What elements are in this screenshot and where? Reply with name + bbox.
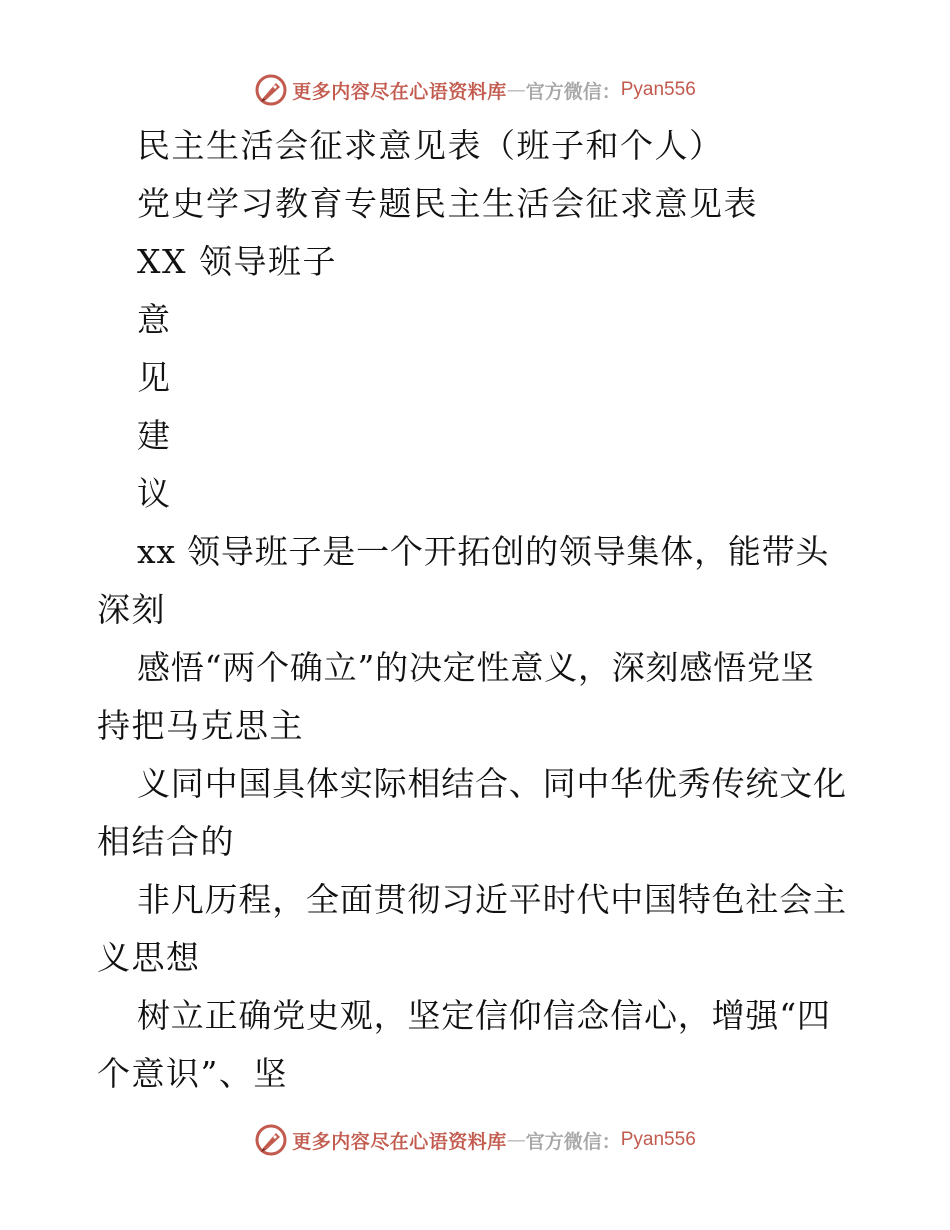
- doc-title-line: 民主生活会征求意见表（班子和个人）: [137, 126, 724, 165]
- doc-text-line: 相结合的: [97, 822, 235, 861]
- banner-wechat-id: Pyan556: [620, 79, 696, 100]
- pen-nib-logo-icon: [254, 73, 288, 107]
- document-body: [97, 117, 857, 1103]
- doc-text-line: 树立正确党史观，坚定信仰信念信心，增强“四: [137, 996, 831, 1035]
- banner-official-label: 官方微信：: [525, 1130, 621, 1153]
- doc-text-line: 深刻: [97, 590, 166, 629]
- banner-content: [254, 1123, 696, 1157]
- footer-watermark-banner: [0, 1120, 950, 1160]
- doc-text-line: 义思想: [97, 938, 201, 977]
- banner-brand-text: 更多内容尽在心语资料库: [292, 80, 507, 103]
- banner-official-label: 官方微信：: [525, 80, 621, 103]
- doc-text-line: 个意识”、坚: [97, 1054, 288, 1093]
- doc-text-line: 见: [137, 358, 172, 397]
- doc-text-line: xx 领导班子是一个开拓创的领导集体，能带头: [137, 532, 830, 571]
- pen-nib-logo-icon: [254, 1123, 288, 1157]
- banner-separator: —: [506, 79, 526, 101]
- doc-text-line: 意: [137, 300, 172, 339]
- banner-separator: —: [506, 1129, 526, 1151]
- doc-text-line: XX 领导班子: [137, 242, 337, 281]
- banner-wechat-id: Pyan556: [620, 1129, 696, 1150]
- doc-text-line: 义同中国具体实际相结合、同中华优秀传统文化: [137, 764, 847, 803]
- banner-content: [254, 73, 696, 107]
- doc-text-line: 感悟“两个确立”的决定性意义，深刻感悟党坚: [137, 648, 815, 687]
- doc-text-line: 议: [137, 474, 172, 513]
- header-watermark-banner: [0, 70, 950, 110]
- banner-brand-text: 更多内容尽在心语资料库: [292, 1130, 507, 1153]
- doc-text-line: 持把马克思主: [97, 706, 304, 745]
- doc-text-line: 建: [137, 416, 172, 455]
- doc-text-line: 非凡历程，全面贯彻习近平时代中国特色社会主: [137, 880, 847, 919]
- doc-subtitle-line: 党史学习教育专题民主生活会征求意见表: [137, 184, 758, 223]
